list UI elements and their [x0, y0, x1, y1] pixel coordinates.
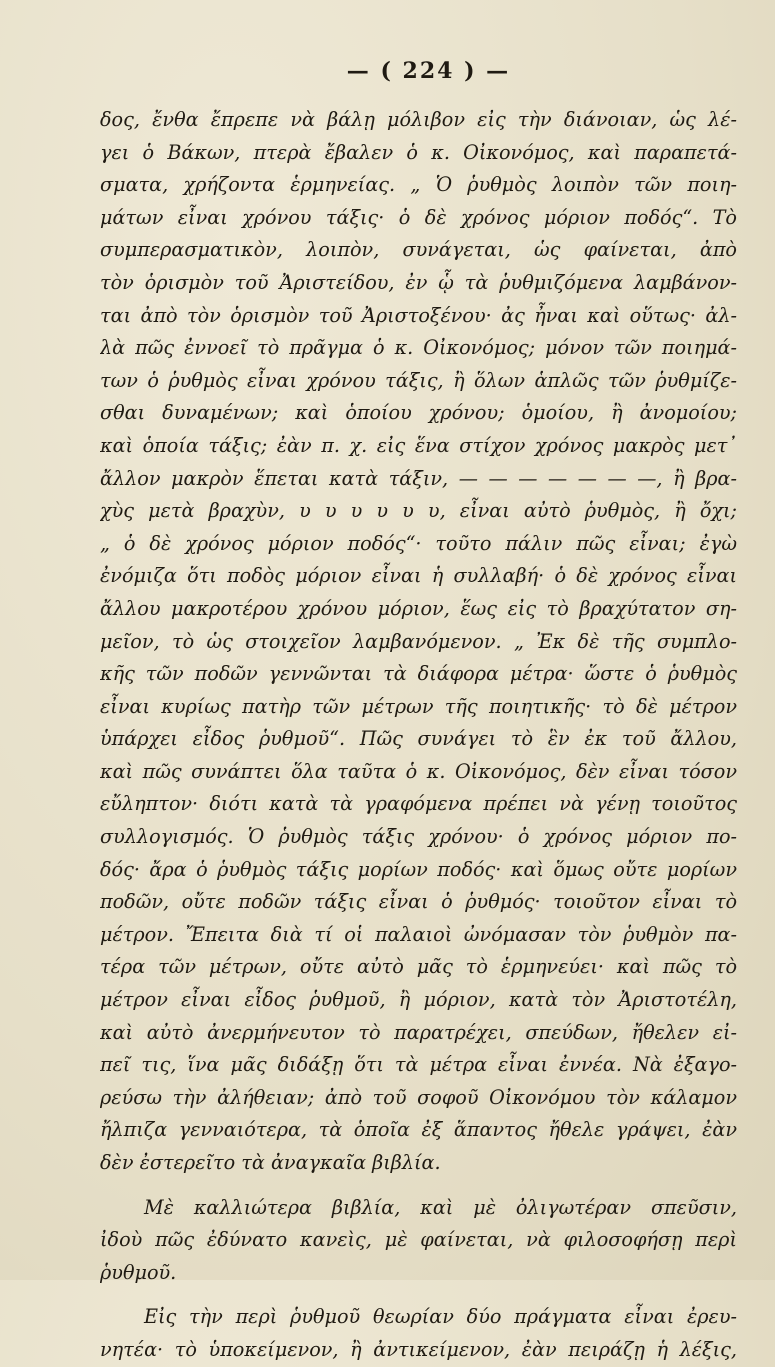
text-line: ποδῶν, οὔτε ποδῶν τάξις εἶναι ὁ ῥυθμός· τοιοῦτον εἶναι τὸ [100, 890, 737, 914]
text-line: δος, ἔνθα ἔπρεπε νὰ βάλῃ μόλιβον εἰς τὴν διάνοιαν, ὡς λέ- [100, 108, 737, 131]
text-line: δός· ἄρα ὁ ῥυθμὸς τάξις μορίων ποδός· καὶ ὅμως οὔτε μορίων [100, 857, 737, 881]
text-line: ὑπάρχει εἶδος ῥυθμοῦ“. Πῶς συνάγει τὸ ἓν ἐκ τοῦ ἄλλου, [100, 727, 737, 751]
text-line: καὶ πῶς συνάπτει ὅλα ταῦτα ὁ κ. Οἰκονόμος, δὲν εἶναι τόσον [100, 759, 737, 783]
text-line: μεῖον, τὸ ὡς στοιχεῖον λαμβανόμενον. „ Ἐκ δὲ τῆς συμπλο- [100, 629, 737, 653]
text-line: πεῖ τις, ἵνα μᾶς διδάξῃ ὅτι τὰ μέτρα εἶναι ἐννέα. Νὰ ἐξαγο- [100, 1053, 737, 1077]
text-line: ἤλπιζα γενναιότερα, τὰ ὁποῖα ἐξ ἅπαντος ἤθελε γράψει, ἐὰν [100, 1118, 737, 1142]
text-line: ἄλλον μακρὸν ἕπεται κατὰ τάξιν, — — — — — — —, ἢ βρα- [100, 466, 737, 490]
text-line: δὲν ἐστερεῖτο τὰ ἀναγκαῖα βιβλία. [100, 1151, 441, 1174]
text-line: μάτων εἶναι χρόνου τάξις· ὁ δὲ χρόνος μόριον ποδός“. Τὸ [100, 205, 737, 229]
text-line: τὸν ὁρισμὸν τοῦ Ἀριστείδου, ἐν ᾧ τὰ ῥυθμιζόμενα λαμβάνον- [100, 270, 737, 294]
text-line: νητέα· τὸ ὑποκείμενον, ἢ ἀντικείμενον, ἐὰν πειράζῃ ἡ λέξις, [100, 1337, 737, 1361]
paragraph-3 [100, 1301, 737, 1366]
text-line: ῥυθμοῦ. [100, 1260, 177, 1284]
text-line: μέτρον. Ἔπειτα διὰ τί οἱ παλαιοὶ ὠνόμασαν τὸν ῥυθμὸν πα- [100, 922, 737, 946]
text-line: συλλογισμός. Ὁ ῥυθμὸς τάξις χρόνου· ὁ χρόνος μόριον πο- [100, 825, 737, 849]
text-line: καὶ ὁποία τάξις; ἐὰν π. χ. εἰς ἕνα στίχον χρόνος μακρὸς μετ᾽ [100, 433, 737, 457]
paragraph-1 [100, 104, 737, 1180]
text-line: ἄλλου μακροτέρου χρόνου μόριον, ἕως εἰς τὸ βραχύτατον ση- [100, 596, 737, 620]
text-line: λὰ πῶς ἐννοεῖ τὸ πρᾶγμα ὁ κ. Οἰκονόμος; μόνον τῶν ποιημά- [100, 336, 737, 360]
text-line: εἶναι κυρίως πατὴρ τῶν μέτρων τῆς ποιητικῆς· τὸ δὲ μέτρον [100, 694, 737, 718]
paragraph-2 [100, 1192, 737, 1290]
paragraph-gap [100, 1289, 737, 1301]
paragraph-gap [100, 1180, 737, 1192]
text-line: συμπερασματικὸν, λοιπὸν, συνάγεται, ὡς φαίνεται, ἀπὸ [100, 238, 737, 262]
text-line: ρεύσω τὴν ἀλήθειαν; ἀπὸ τοῦ σοφοῦ Οἰκονόμου τὸν κάλαμον [100, 1085, 737, 1109]
body-text [100, 104, 737, 1367]
text-line: γει ὁ Βάκων, πτερὰ ἔβαλεν ὁ κ. Οἰκονόμος, καὶ παραπετά- [100, 140, 737, 164]
text-line: ἰδοὺ πῶς ἐδύνατο κανεὶς, μὲ φαίνεται, νὰ φιλοσοφήσῃ περὶ [100, 1228, 737, 1252]
text-line: „ ὁ δὲ χρόνος μόριον ποδός“· τοῦτο πάλιν πῶς εἶναι; ἐγὼ [100, 531, 737, 555]
text-line: μέτρον εἶναι εἶδος ῥυθμοῦ, ἢ μόριον, κατὰ τὸν Ἀριστοτέλη, [100, 988, 737, 1012]
text-line: των ὁ ῥυθμὸς εἶναι χρόνου τάξις, ἢ ὅλων ἁπλῶς τῶν ῥυθμίζε- [100, 368, 737, 392]
text-line: τέρα τῶν μέτρων, οὔτε αὐτὸ μᾶς τὸ ἑρμηνεύει· καὶ πῶς τὸ [100, 955, 737, 979]
text-line: καὶ αὐτὸ ἀνερμήνευτον τὸ παρατρέχει, σπεύδων, ἤθελεν εἰ- [100, 1020, 737, 1044]
text-line: σματα, χρήζοντα ἑρμηνείας. „ Ὁ ῥυθμὸς λοιπὸν τῶν ποιη- [100, 173, 737, 197]
text-line: ἐνόμιζα ὅτι ποδὸς μόριον εἶναι ἡ συλλαβή· ὁ δὲ χρόνος εἶναι [100, 564, 737, 588]
page-number: — ( 224 ) — [346, 58, 511, 84]
text-line: ται ἀπὸ τὸν ὁρισμὸν τοῦ Ἀριστοξένου· ἀς ἦναι καὶ οὕτως· ἀλ- [100, 303, 737, 327]
text-line: σθαι δυναμένων; καὶ ὁποίου χρόνου; ὁμοίου, ἢ ἀνομοίου; [100, 401, 737, 425]
text-line: Μὲ καλλιώτερα βιβλία, καὶ μὲ ὀλιγωτέραν σπεῦσιν, [144, 1195, 737, 1219]
text-line: εὔληπτον· διότι κατὰ τὰ γραφόμενα πρέπει νὰ γένῃ τοιοῦτος [100, 792, 737, 816]
text-line: κῆς τῶν ποδῶν γεννῶνται τὰ διάφορα μέτρα· ὥστε ὁ ῥυθμὸς [100, 662, 737, 686]
text-line: Εἰς τὴν περὶ ῥυθμοῦ θεωρίαν δύο πράγματα εἶναι ἐρευ- [144, 1305, 737, 1329]
text-line: χὺς μετὰ βραχὺν, υ υ υ υ υ υ, εἶναι αὐτὸ ῥυθμὸς, ἢ ὄχι; [100, 499, 737, 523]
